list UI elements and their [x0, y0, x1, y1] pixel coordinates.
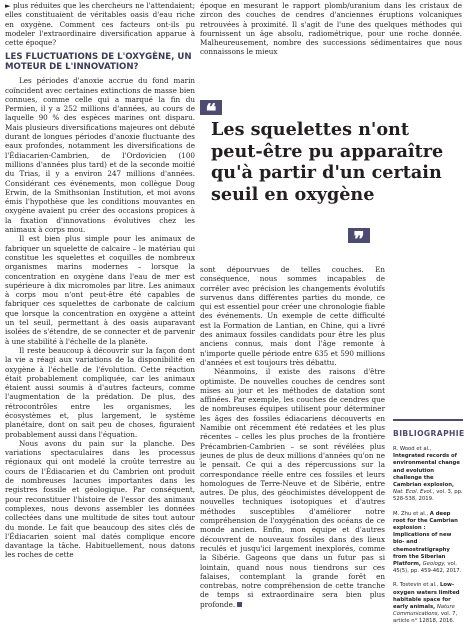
paragraph-top-right: époque en mesurant le rapport plomb/uranium dans les cristaux de zircon des couches de cendres d'anciennes éruptions volcaniques retrouvées à proximité. Il s'agit de l'une des quelques méthodes qui fournissent un âge absolu, radiométrique, pour une roche donnée. Malheureusement, nombre des successions sédimentaires que nous connaissons le mieux — [200, 1, 462, 57]
section-heading: LES FLUCTUATIONS DE L'OXYGÈNE, UN MOTEUR DE L'INNOVATION? — [5, 52, 192, 72]
bibliography-title: BIBLIOGRAPHIE — [393, 429, 465, 438]
quote-close-icon: ❞ — [348, 228, 370, 243]
bib-ref: vol. 45(5), pp. 459-462, 2017. — [393, 561, 462, 575]
bib-title: Integrated records of environmental change and evolution challenge the Cambrian explosion, — [393, 453, 460, 489]
paragraph-2: Il est bien plus simple pour les animaux de fabriquer un squelette de calcaire – le matériau qui constitue les squelettes et coquilles de nombreux organismes marins modernes – lorsque la concentration en oxygène dans l'eau de mer est supérieure à dix micromoles par litre. Les animaux à corps mou n'ont peut-être été capables de fabriquer ces squelettes de carbonate de calcium que lorsque la concentration en oxygène a atteint un tel seuil, permettant à des oasis auparavant isolées de s'étendre, de se connecter et de parvenir à une stabilité à l'échelle de la planète. — [5, 234, 195, 346]
paragraph-1: Les périodes d'anoxie accrue du fond marin coïncident avec certaines extinctions de masse bien connues, comme celle qui a marqué la fin du Permien, il y a 252 millions d'années, au cours de laquelle 90 % des espèces marines ont disparu. Mais plusieurs diversifications majeures ont débuté durant de longues périodes d'anoxie fluctuante des eaux profondes, notamment les diversifications de l'Édiacarien-Cambrien, de l'Ordovicien (100 millions d'années plus tard) et de la seconde moitié du Trias, il y a environ 247 millions d'années. Considérant ces événements, mon collègue Doug Erwin, de la Smithsonian Institution, et moi avons émis l'hypothèse que les conditions mouvantes en oxygène avaient pu créer des occasions propices à la fixation d'innovations évolutives chez les animaux à corps mou. — [5, 76, 195, 235]
bib-journal: Nature Communications, — [393, 604, 455, 618]
bibliography-box — [393, 419, 463, 633]
end-square-icon — [237, 602, 242, 607]
paragraph-6 — [200, 367, 385, 609]
bibliography-item — [393, 511, 463, 576]
bib-ref: vol. 7, article n° 12818, 2016. — [393, 611, 458, 625]
bib-title: Low-oxygen waters limited habitable space for early animals, — [393, 582, 460, 611]
bibliography-item — [393, 446, 463, 504]
quote-open-icon: ❝ — [200, 100, 222, 115]
paragraph-5: sont dépourvues de telles couches. En conséquence, nous sommes incapables de corréler avec précision les changements évolutifs survenus dans différentes parties du monde, ce qui est essentiel pour créer une chronologie fiable des événements. Un exemple de cette difficulté est la Formation de Lantian, en Chine, qui a livré des animaux fossiles candidats pour être les plus anciens connus, mais dont l'âge remonte à n'importe quelle période entre 635 et 590 millions d'années et est toujours très débattu. — [200, 265, 385, 367]
bib-journal: Geology, — [422, 561, 446, 568]
bibliography-item — [393, 582, 463, 625]
bib-authors: M. Zhu et al., — [393, 510, 429, 517]
column-left — [5, 1, 195, 560]
bib-title: A deep root for the Cambrian explosion : Implications of new bio- and chemostratigraphy from the Siberian Platform, — [393, 510, 458, 568]
paragraph-3: Il reste beaucoup à découvrir sur la façon dont la vie a réagi aux variations de la disponibilité en oxygène à l'échelle de l'évolution. Cette réaction était probablement compliquée, car les animaux étaient aussi soumis à d'autres facteurs, comme l'augmentation de la prédation. De plus, des rétrocontrôles entre les organismes, les écosystèmes et, plus largement, le système planétaire, dont on sait peu de choses, figuraient probablement aussi dans l'équation. — [5, 345, 195, 439]
bib-authors: R. Wood et al., — [393, 446, 432, 452]
bib-journal: Nat. Ecol. Evol., — [393, 489, 435, 496]
bib-ref: vol. 3, pp. 528-538, 2019. — [393, 489, 463, 503]
bib-authors: R. Tostevin et al., — [393, 582, 439, 589]
paragraph-6-text: Néanmoins, il existe des raisons d'être optimiste. De nouvelles couches de cendres sont mises au jour et les méthodes de datation sont affinées. Par exemple, les couches de cendres que de nombreuses équipes utilisent pour déterminer les âges des fossiles édiacariens découverts en Namibie ont récemment été redatées et les plus récentes – celles les plus proches de la frontière Précambrien-Cambrien – se sont révélées plus jeunes de plus de deux millions d'années qu'on ne le pensait. Ce qui a des répercussions sur la correspondance réelle entre ces fossiles et leurs homologues de Terre-Neuve et de Sibérie, entre autres. De plus, des géochimistes développent de nouvelles techniques isotopiques et d'autres méthodes susceptibles d'améliorer notre compréhension de l'oxygénation des océans de ce monde ancien. Enfin, mon équipe et d'autres découvrent de nouveaux fossiles dans des lieux reculés et jusqu'ici largement inexplorés, comme la Sibérie. Gageons que dans un futur pas si lointain, quand nous nous tiendrons sur ces falaises, contemplant la grande forêt en contrebas, notre compréhension de cette tranche de temps si extraordinaire sera bien plus profonde. — [200, 367, 385, 609]
pull-quote: Les squelettes n'ont peut-être pu apparaître qu'à partir d'un certain seuil en oxygène — [211, 119, 444, 205]
intro-paragraph: ► plus réduites que les chercheurs ne l'attendaient; elles constituaient de véritables oasis d'eau riche en oxygène. Comment ces facteurs ont-ils pu modeler l'extraordinaire diversification apparue à cette époque? — [5, 1, 195, 48]
paragraph-4: Nous avons du pain sur la planche. Des variations spectaculaires dans les processus régionaux qui ont modelé la croûte terrestre au cours de l'Édiacarien et du Cambrien ont produit de nombreuses lacunes importantes dans les registres fossile et géologique. Par conséquent, pour reconstituer l'histoire de l'essor des animaux complexes, nous devons assembler les données collectées dans une multitude de sites tout autour du monde. Le fait que beaucoup des sites clés de l'Édiacarien soient mal datés complique encore davantage la tâche. Habituellement, nous datons les roches de cette — [5, 438, 195, 560]
